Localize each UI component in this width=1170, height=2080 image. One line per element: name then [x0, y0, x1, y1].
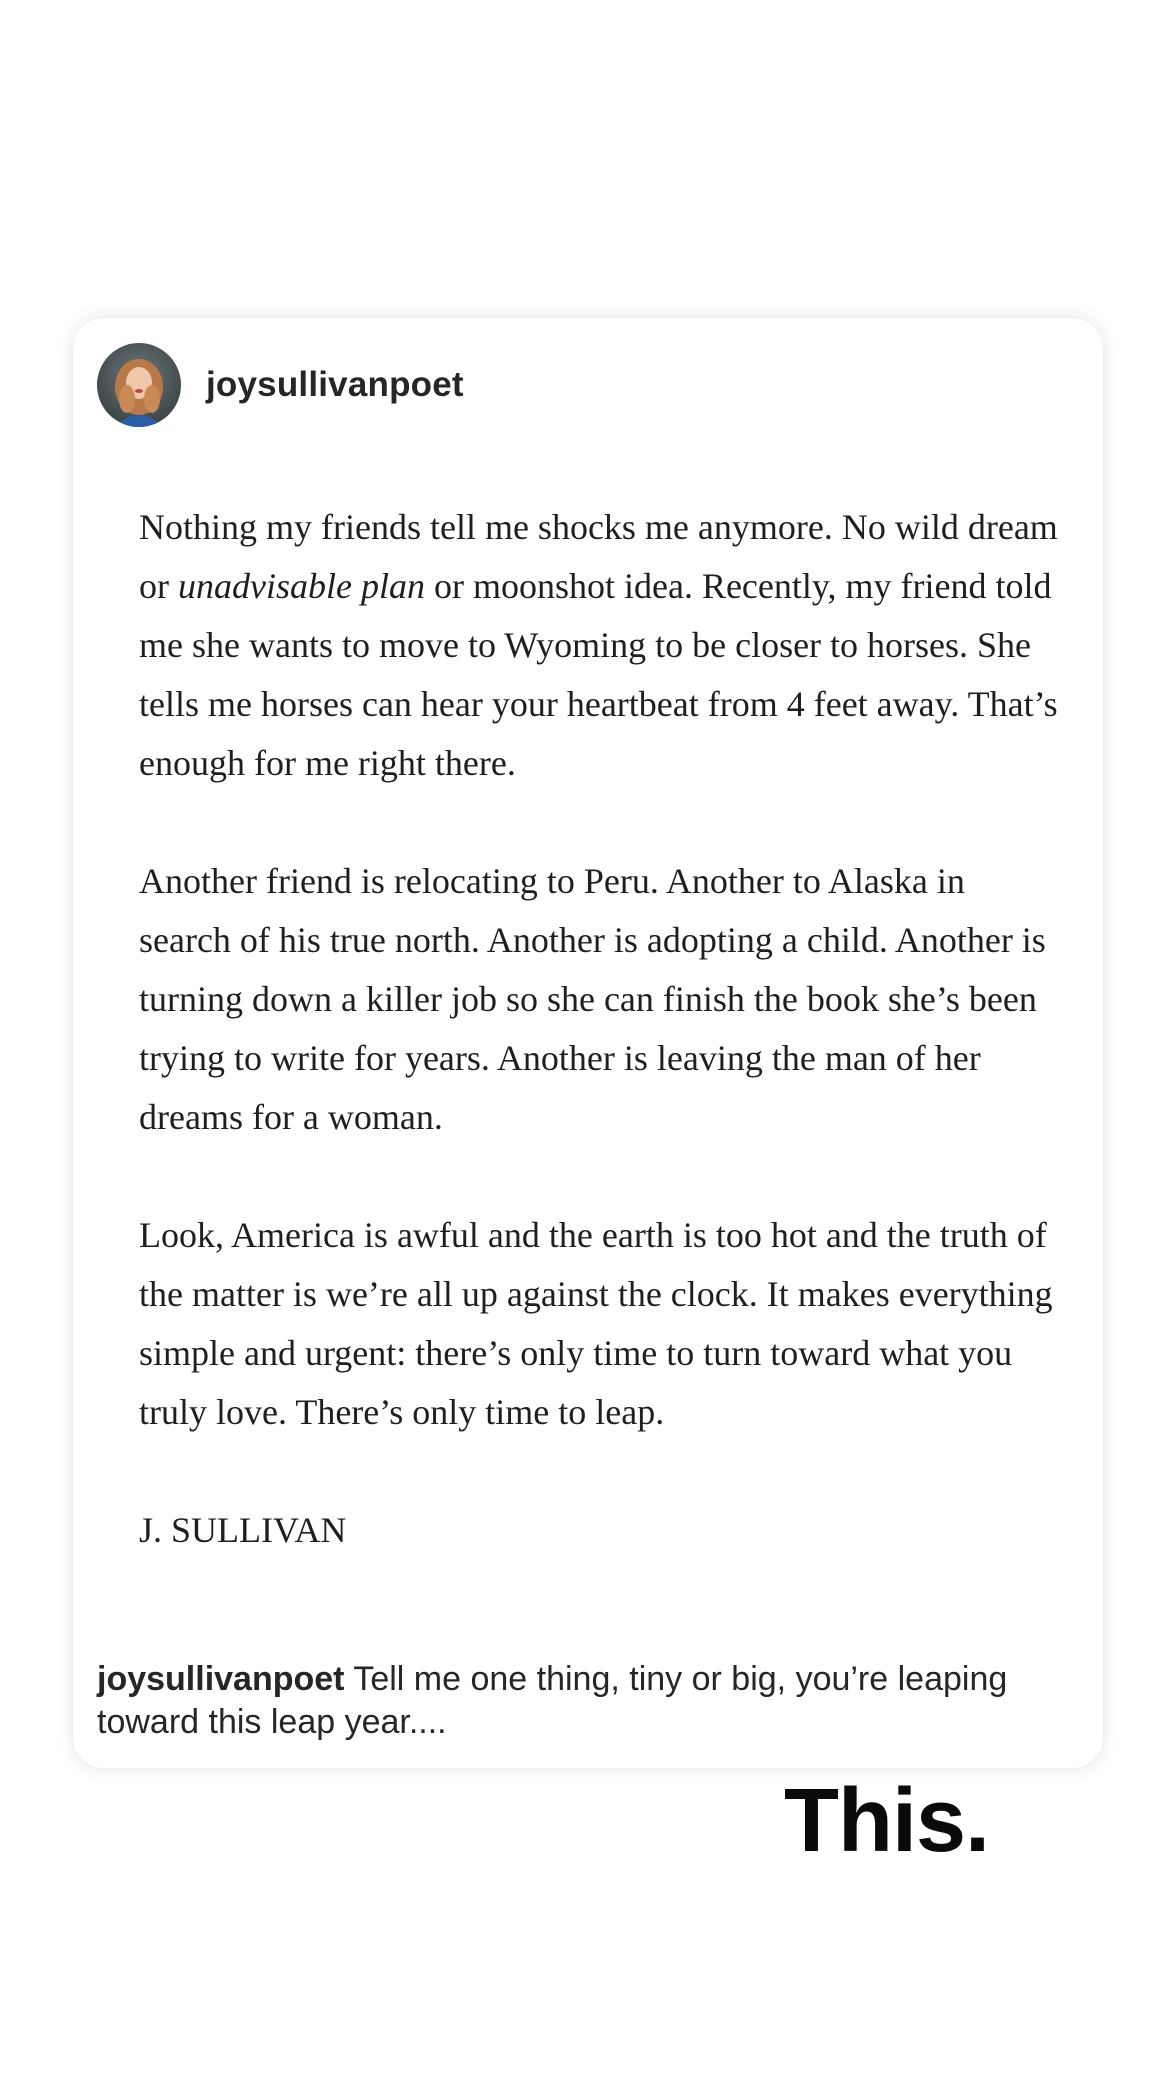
post-caption — [97, 1658, 1057, 1744]
story-overlay-text: This. — [784, 1771, 990, 1871]
poem-stanza-1 — [139, 498, 1059, 793]
poem-stanza-1-text: Nothing my friends tell me shocks me anymore. No wild dream or — [139, 507, 1058, 606]
avatar[interactable] — [97, 343, 181, 427]
poem-body — [139, 498, 1059, 1560]
caption-text: Tell me one thing, tiny or big, you’re leaping toward this leap year.... — [97, 1660, 1008, 1741]
poem-stanza-2: Another friend is relocating to Peru. Another to Alaska in search of his true north. Another is adopting a child. Another is turning down a killer job so she can finish the book she’s been trying to write for years. Another is leaving the man of her dreams for a woman. — [139, 861, 1046, 1137]
post-username[interactable]: joysullivanpoet — [206, 365, 464, 404]
avatar-photo-icon — [97, 343, 181, 427]
poem-stanza-3: Look, America is awful and the earth is too hot and the truth of the matter is we’re all up against the clock. It makes everything simple and urgent: there’s only time to turn toward what you truly love. There’s only time to leap. — [139, 1215, 1053, 1432]
poem-stanza-1-text-cont: or moonshot idea. Recently, my friend told me she wants to move to Wyoming to be closer to horses. She tells me horses can hear your heartbeat from 4 feet away. That’s enough for me right there. — [139, 566, 1058, 783]
poem-italic-phrase: unadvisable plan — [178, 566, 425, 606]
shared-post-card[interactable] — [73, 318, 1103, 1768]
caption-username[interactable]: joysullivanpoet — [97, 1660, 345, 1698]
poem-signature: J. SULLIVAN — [139, 1510, 347, 1550]
post-header[interactable] — [97, 342, 464, 428]
